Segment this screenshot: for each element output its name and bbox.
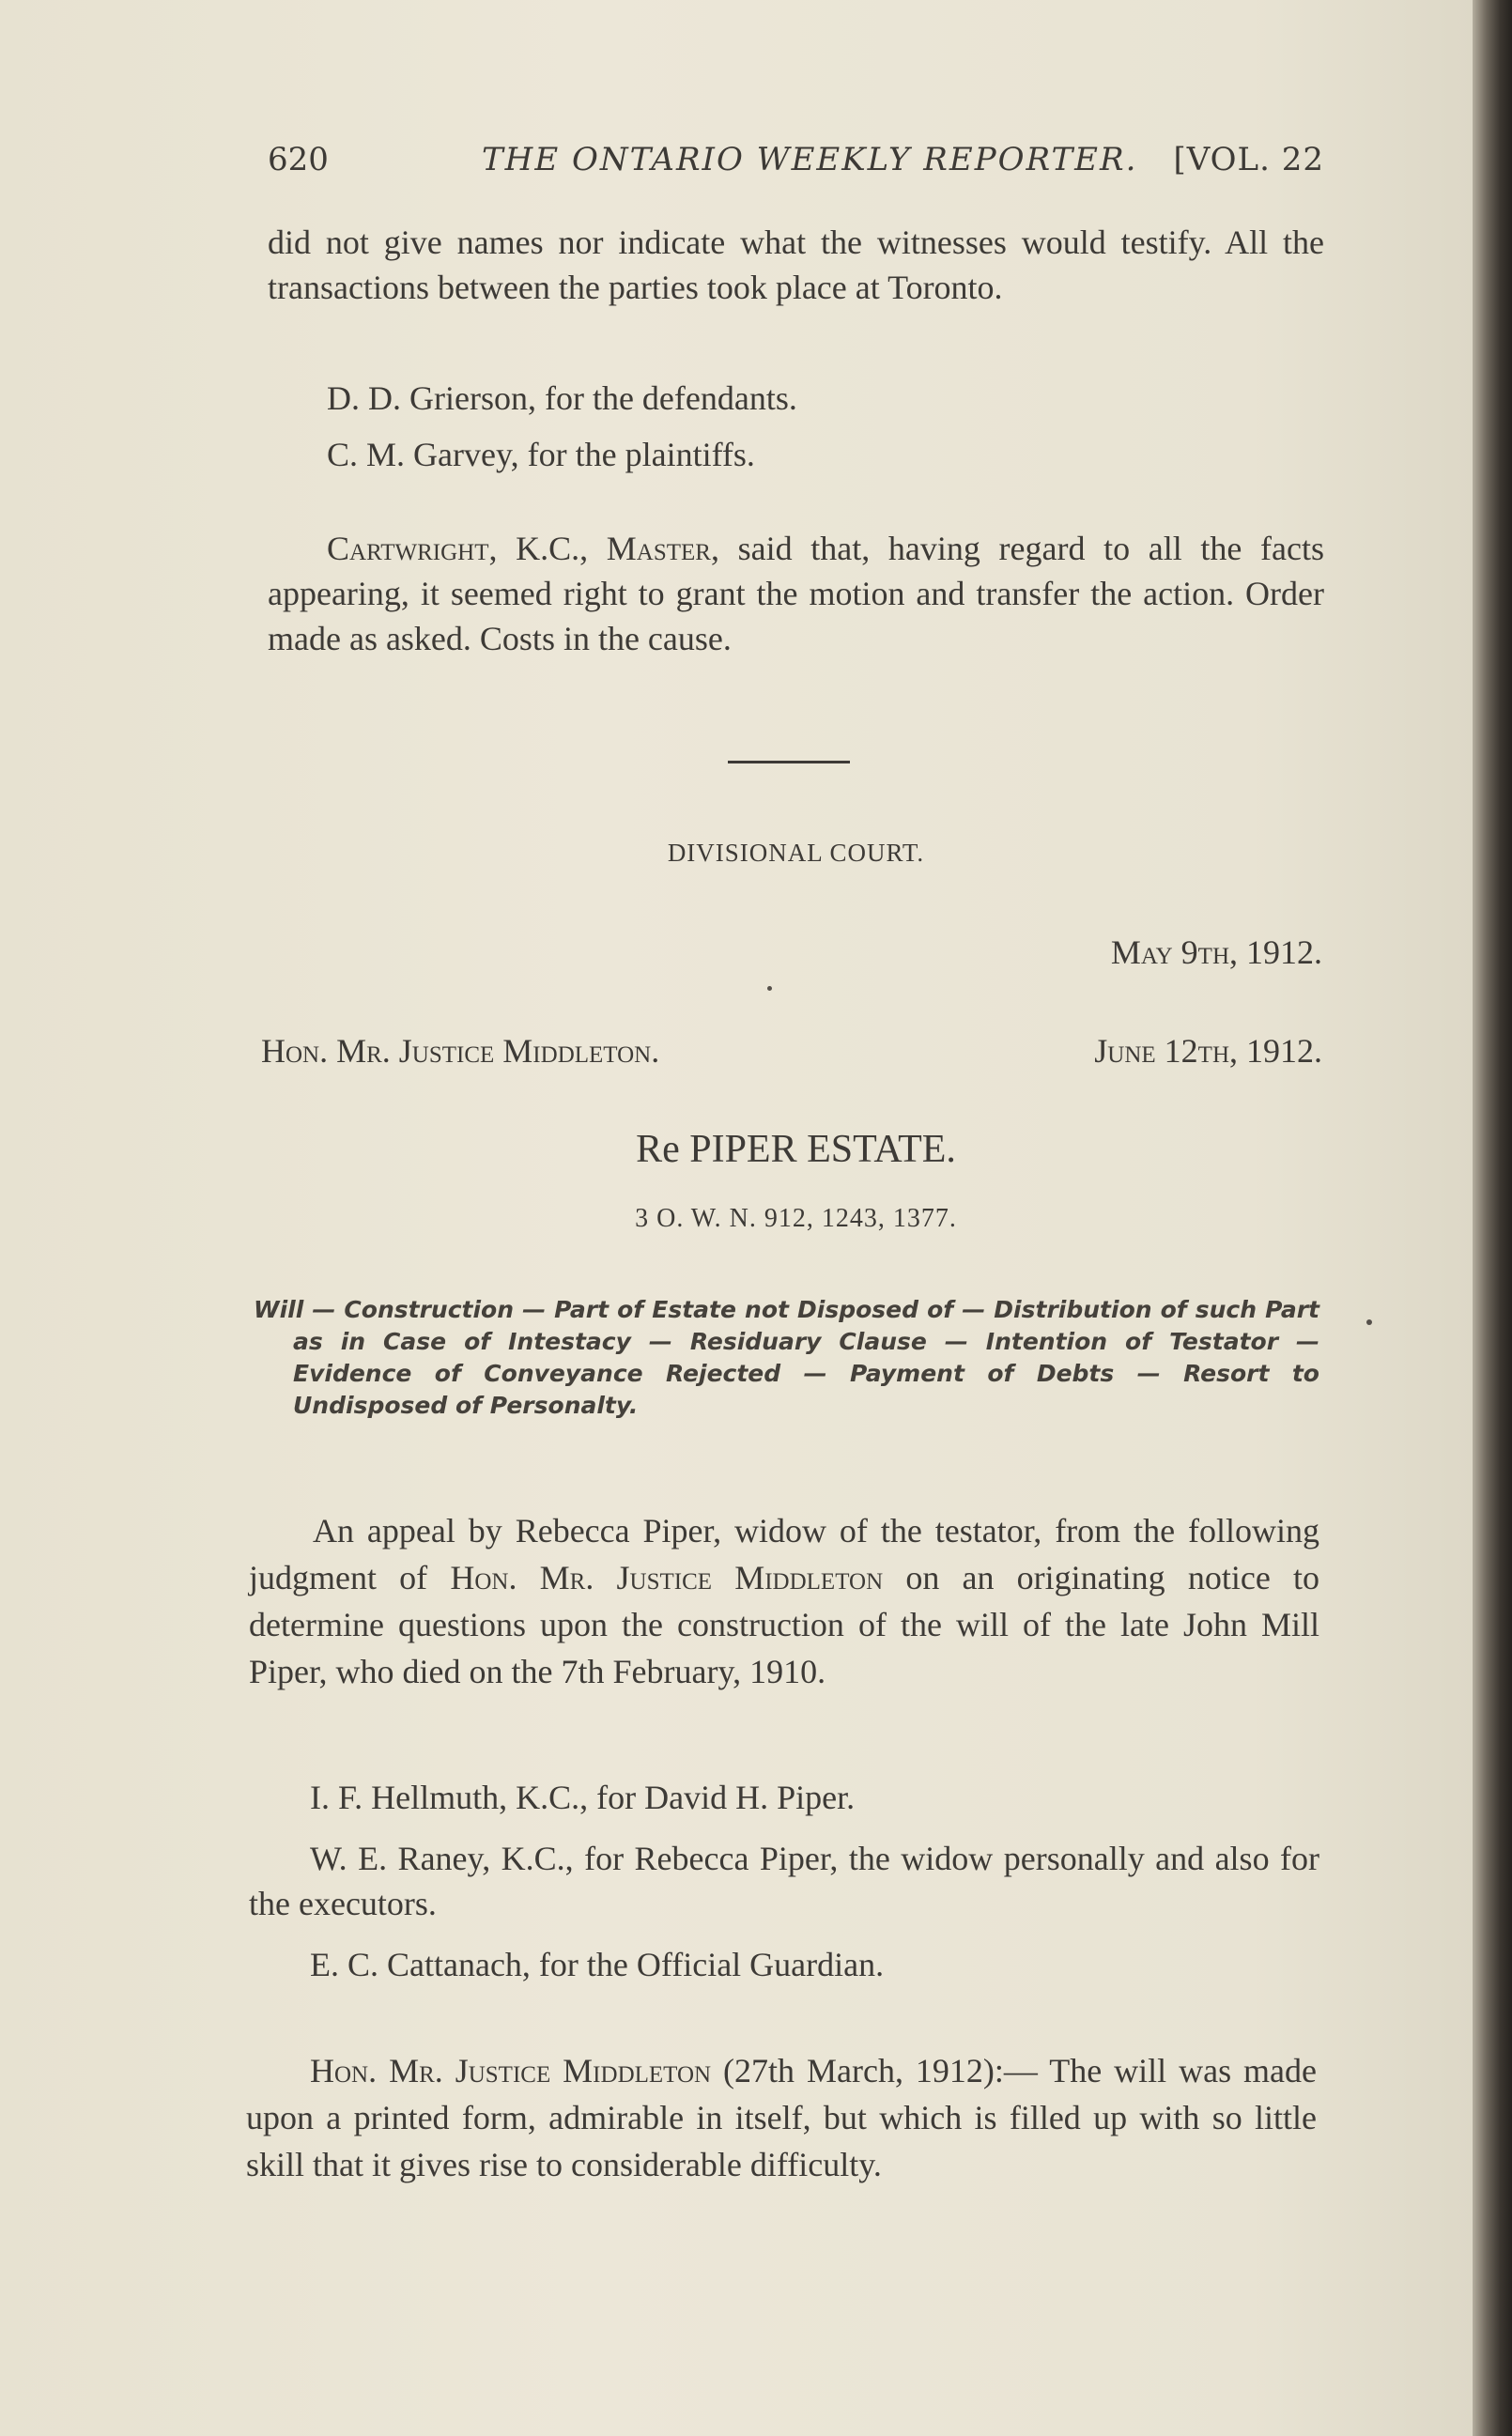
appeal-text-1: An appeal by Rebecca Piper, widow of the testator, from the following judgment of xyxy=(249,1512,1319,1596)
section-divider xyxy=(728,761,850,763)
running-header xyxy=(268,141,1324,190)
continued-paragraph: did not give names nor indicate what the witnesses would testify. All the transactions between the parties took place at Toronto. xyxy=(268,224,1324,306)
counsel-defendants: D. D. Grierson, for the defendants. xyxy=(327,379,797,417)
case-title: Re PIPER ESTATE. xyxy=(636,1128,956,1171)
appeal-paragraph xyxy=(249,1507,1319,1695)
counsel-official-guardian: E. C. Cattanach, for the Official Guardian. xyxy=(310,1946,885,1983)
master-judgment-paragraph xyxy=(268,526,1324,661)
hearing-date: May 9th, 1912. xyxy=(1110,933,1322,971)
headnote-text: Will — Construction — Part of Estate not Disposed of — Distribution of such Part as in Case of Intestacy — Residuary Clause — Intention of Testator — Evidence of Conveyance Rejected — Payment of Debts — Resort to Undisposed of Personalty. xyxy=(254,1296,1319,1419)
appeal-judge: Hon. Mr. Justice Middleton xyxy=(450,1559,884,1596)
appeal-text-2: on an originating notice to determine questions upon the construction of the will of the late John Mill Piper, who died on the 7th February, 1910. xyxy=(249,1559,1319,1690)
page-number: 620 xyxy=(268,141,329,178)
judgment-date: June 12th, 1912. xyxy=(1094,1032,1322,1070)
headnote xyxy=(254,1294,1319,1422)
counsel-david-piper: I. F. Hellmuth, K.C., for David H. Piper. xyxy=(310,1779,856,1816)
judgment-speaker-2: Hon. Mr. Justice Middleton xyxy=(310,2052,712,2089)
counsel-plaintiffs: C. M. Garvey, for the plaintiffs. xyxy=(327,436,755,473)
judgment-text-2: (27th March, 1912):— The will was made upon a printed form, admirable in itself, but which is filled up with so little skill that it gives rise to considerable difficulty. xyxy=(246,2052,1318,2183)
judgment-text: said that, having regard to all the facts appearing, it seemed right to grant the motion and transfer the action. Order made as asked. Costs in the cause. xyxy=(268,530,1324,657)
middleton-judgment-paragraph xyxy=(246,2047,1317,2188)
ink-speck xyxy=(767,986,772,991)
running-title: THE ONTARIO WEEKLY REPORTER. xyxy=(482,141,1138,178)
judgment-speaker: Cartwright, K.C., Master, xyxy=(327,530,719,567)
case-citation: 3 O. W. N. 912, 1243, 1377. xyxy=(635,1204,957,1233)
court-name: DIVISIONAL COURT. xyxy=(667,839,925,867)
ink-speck xyxy=(1366,1319,1372,1325)
judge-name: Hon. Mr. Justice Middleton. xyxy=(261,1032,660,1070)
counsel-rebecca-piper: W. E. Raney, K.C., for Rebecca Piper, the widow personally and also for the executors. xyxy=(249,1840,1319,1922)
book-binding-edge xyxy=(1473,0,1512,2436)
volume-label: [VOL. 22 xyxy=(1173,141,1324,178)
